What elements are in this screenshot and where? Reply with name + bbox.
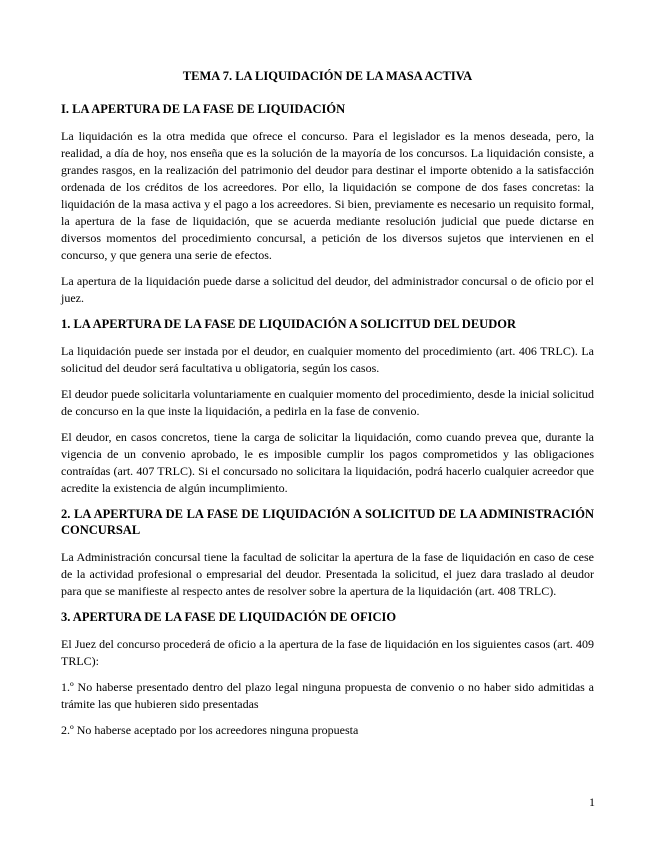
page-number: 1 xyxy=(589,795,595,809)
paragraph-8: 1.º No haberse presentado dentro del plazo legal ninguna propuesta de convenio o no haber sido admitidas a trámite las que hubieren sido presentadas xyxy=(61,680,594,711)
document-title: TEMA 7. LA LIQUIDACIÓN DE LA MASA ACTIVA xyxy=(182,69,473,83)
section-heading-1: I. LA APERTURA DE LA FASE DE LIQUIDACIÓN xyxy=(61,102,346,116)
paragraph-2: La apertura de la liquidación puede darse a solicitud del deudor, del administrador concursal o de oficio por el juez. xyxy=(61,274,594,305)
paragraph-3: La liquidación puede ser instada por el deudor, en cualquier momento del procedimiento (art. 406 TRLC). La solicitud del deudor será facultativa u obligatoria, según los casos. xyxy=(61,344,594,375)
paragraph-6: La Administración concursal tiene la facultad de solicitar la apertura de la fase de liquidación en caso de cese de la actividad profesional o empresarial del deudor. Presentada la solicitud, el juez dara traslado al deudor para que se manifieste al respecto antes de resolver sobre la apertura de la liquidación (art. 408 TRLC). xyxy=(61,550,594,598)
paragraph-4: El deudor puede solicitarla voluntariamente en cualquier momento del procedimiento, desde la inicial solicitud de concurso en la que inste la liquidación, a pedirla en la fase de convenio. xyxy=(61,387,594,418)
paragraph-5: El deudor, en casos concretos, tiene la carga de solicitar la liquidación, como cuando prevea que, durante la vigencia de un convenio aprobado, le es imposible cumplir los pagos comprometidos y las obligaciones contraídas (art. 407 TRLC). Si el concursado no solicitara la liquidación, podrá hacerlo cualquier acreedor que acredite la existencia de algún incumplimiento. xyxy=(61,430,594,495)
paragraph-1: La liquidación es la otra medida que ofrece el concurso. Para el legislador es la menos deseada, pero, la realidad, a día de hoy, nos enseña que es la solución de la mayoría de los concursos. La liquidación consiste, a grandes rasgos, en la realización del patrimonio del deudor para destinar el importe obtenido a la satisfacción ordenada de los créditos de los acreedores. Por ello, la liquidación se compone de dos fases concretas: la liquidación de la masa activa y el pago a los acreedores. Si bien, previamente es necesario un requisito formal, la apertura de la fase de liquidación, que se acuerda mediante resolución judicial que puede dictarse en diversos momentos del procedimiento concursal, a petición de los diversos sujetos que intervienen en el concurso, y que genera una serie de efectos. xyxy=(61,129,594,262)
paragraph-9: 2.º No haberse aceptado por los acreedores ninguna propuesta xyxy=(61,723,359,737)
paragraph-7: El Juez del concurso procederá de oficio a la apertura de la fase de liquidación en los siguientes casos (art. 409 TRLC): xyxy=(61,637,594,668)
subsection-heading-2: 2. LA APERTURA DE LA FASE DE LIQUIDACIÓN A SOLICITUD DE LA ADMINISTRACIÓN CONCURSAL xyxy=(61,507,594,537)
subsection-heading-1: 1. LA APERTURA DE LA FASE DE LIQUIDACIÓN A SOLICITUD DEL DEUDOR xyxy=(61,317,516,331)
subsection-heading-3: 3. APERTURA DE LA FASE DE LIQUIDACIÓN DE OFICIO xyxy=(61,610,397,624)
